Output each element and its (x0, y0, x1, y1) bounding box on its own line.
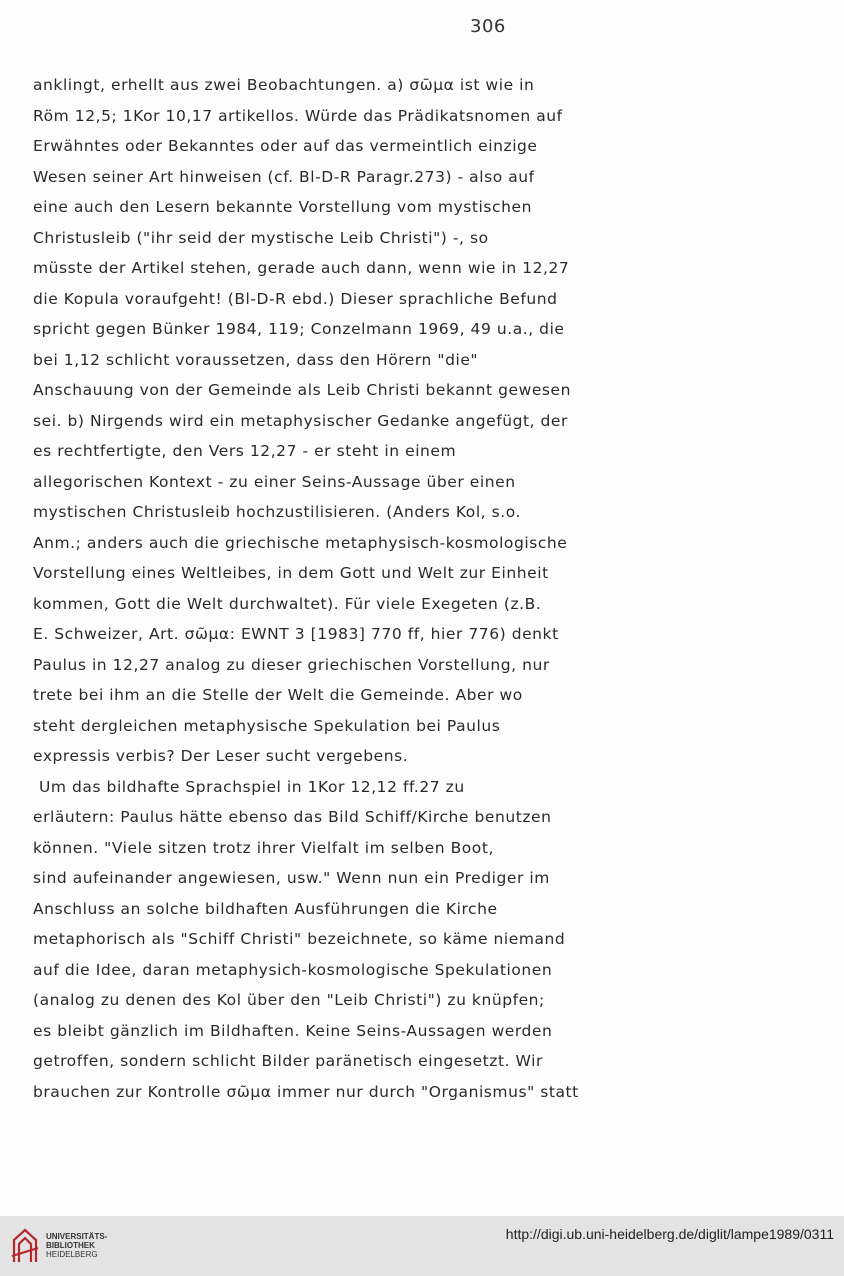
source-url-link[interactable]: http://digi.ub.uni-heidelberg.de/diglit/lampe1989/0311 (505, 1226, 834, 1242)
library-name (46, 1232, 107, 1259)
text-line: Anschauung von der Gemeinde als Leib Christi bekannt gewesen (33, 381, 572, 399)
text-line: erläutern: Paulus hätte ebenso das Bild Schiff/Kirche benutzen (33, 808, 552, 826)
text-line: Paulus in 12,27 analog zu dieser griechischen Vorstellung, nur (33, 655, 550, 674)
text-line: Erwähntes oder Bekanntes oder auf das vermeintlich einzige (33, 137, 538, 155)
page-number: 306 (470, 16, 506, 37)
text-line: (analog zu denen des Kol über den "Leib Christi") zu knüpfen; (33, 991, 545, 1009)
text-line: sind aufeinander angewiesen, usw." Wenn nun ein Prediger im (33, 869, 550, 887)
text-line: trete bei ihm an die Stelle der Welt die Gemeinde. Aber wo (33, 686, 523, 704)
text-line: die Kopula voraufgeht! (Bl-D-R ebd.) Dieser sprachliche Befund (33, 289, 558, 308)
text-line: Röm 12,5; 1Kor 10,17 artikellos. Würde das Prädikatsnomen auf (33, 106, 563, 125)
text-line: bei 1,12 schlicht voraussetzen, dass den Hörern "die" (33, 350, 479, 369)
text-line: Christusleib ("ihr seid der mystische Leib Christi") -, so (33, 228, 489, 247)
text-line: es rechtfertigte, den Vers 12,27 - er steht in einem (33, 442, 457, 460)
text-line: spricht gegen Bünker 1984, 119; Conzelmann 1969, 49 u.a., die (33, 320, 565, 338)
text-line: sei. b) Nirgends wird ein metaphysischer Gedanke angefügt, der (33, 411, 568, 430)
text-line: Wesen seiner Art hinweisen (cf. Bl-D-R Paragr.273) - also auf (33, 167, 535, 186)
text-line: expressis verbis? Der Leser sucht vergebens. (33, 747, 409, 765)
text-line: es bleibt gänzlich im Bildhaften. Keine Seins-Aussagen werden (33, 1021, 553, 1040)
library-name-line: UNIVERSITÄTS- (46, 1232, 108, 1241)
text-line: Um das bildhafte Sprachspiel in 1Kor 12,12 ff.27 zu (39, 777, 465, 796)
text-line: können. "Viele sitzen trotz ihrer Vielfalt im selben Boot, (33, 838, 494, 857)
library-name-line: BIBLIOTHEK (46, 1241, 95, 1250)
text-line: Anm.; anders auch die griechische metaphysisch-kosmologische (33, 533, 568, 552)
text-line: Anschluss an solche bildhaften Ausführungen die Kirche (33, 899, 498, 918)
text-line: allegorischen Kontext - zu einer Seins-Aussage über einen (33, 472, 516, 491)
text-line: E. Schweizer, Art. σῶμα: EWNT 3 [1983] 770 ff, hier 776) denkt (33, 625, 559, 643)
text-line: kommen, Gott die Welt durchwaltet). Für viele Exegeten (z.B. (33, 594, 542, 613)
text-line: brauchen zur Kontrolle σῶμα immer nur durch "Organismus" statt (33, 1082, 579, 1101)
text-line: mystischen Christusleib hochzustilisieren. (Anders Kol, s.o. (33, 503, 521, 521)
library-name-line: HEIDELBERG (46, 1250, 98, 1259)
text-line: auf die Idee, daran metaphysich-kosmologische Spekulationen (33, 960, 553, 979)
text-line: eine auch den Lesern bekannte Vorstellung vom mystischen (33, 198, 532, 216)
text-line: anklingt, erhellt aus zwei Beobachtungen. a) σῶμα ist wie in (33, 76, 535, 94)
text-line: metaphorisch als "Schiff Christi" bezeichnete, so käme niemand (33, 930, 566, 948)
library-logo-icon (10, 1226, 40, 1264)
text-line: steht dergleichen metaphysische Spekulation bei Paulus (33, 716, 501, 735)
library-footer (0, 1216, 844, 1276)
body-text (33, 70, 593, 1107)
text-line: Vorstellung eines Weltleibes, in dem Gott und Welt zur Einheit (33, 564, 549, 582)
text-line: müsste der Artikel stehen, gerade auch dann, wenn wie in 12,27 (33, 259, 570, 277)
text-line: getroffen, sondern schlicht Bilder paränetisch eingesetzt. Wir (33, 1052, 543, 1070)
